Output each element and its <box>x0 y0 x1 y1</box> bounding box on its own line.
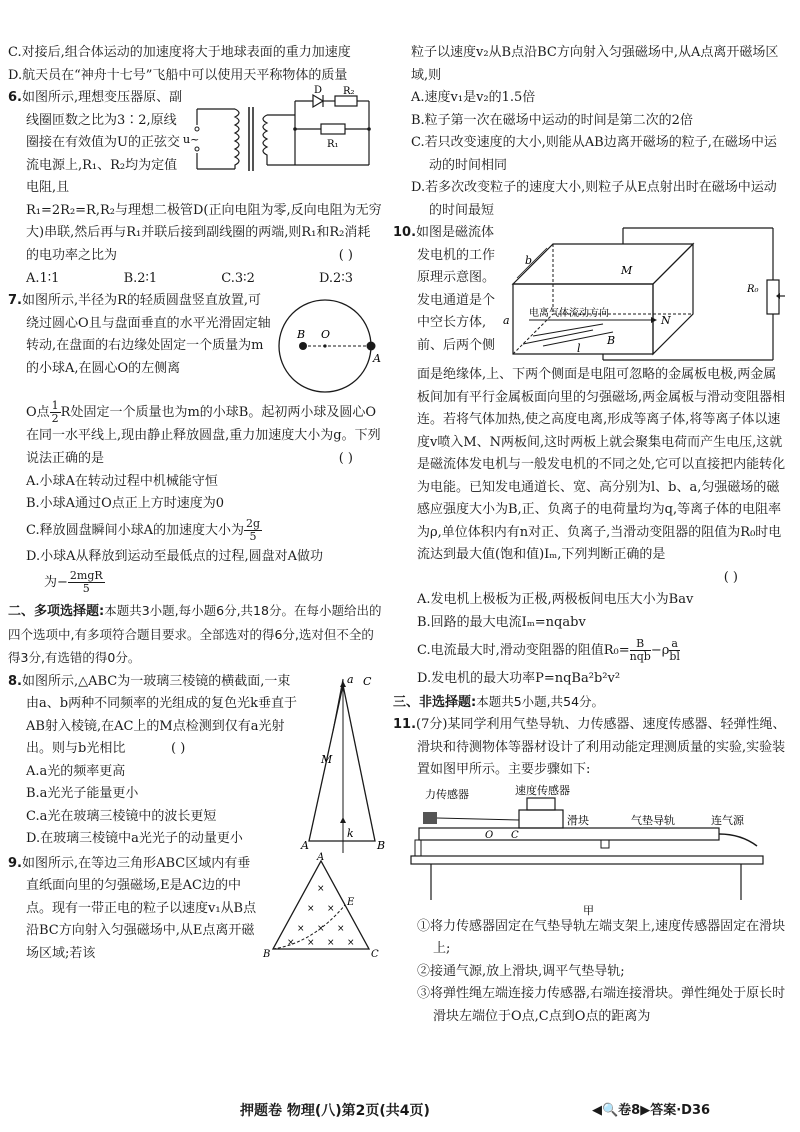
q9-option[interactable]: D.若多次改变粒子的速度大小,则粒子从E点射出时在磁场中运动的时间最短 <box>411 180 777 218</box>
air-track-figure <box>411 784 771 916</box>
q11-step-2: ②接通气源,放上滑块,调平气垫导轨; <box>417 963 625 979</box>
q6-text-2: R₁=2R₂=R,R₂与理想二极管D(正向电阻为零,反向电阻为无穷大)串联,然后再与R₁并联后接到副线圈的两端,则R₁和R₂消耗的电功率之比为 <box>26 202 382 263</box>
ball-a <box>367 342 376 351</box>
question-8 <box>8 671 386 852</box>
field-x: × <box>327 903 335 914</box>
r1-resistor <box>321 124 345 134</box>
label-n: N <box>661 314 671 327</box>
air-source-label: 连气源 <box>710 813 744 827</box>
q5-option-d: D.航天员在“神舟十七号”飞船中可以使用天平称物体的质量 <box>8 67 348 83</box>
q11-step-3: ③将弹性绳左端连接力传感器,右端连接滑块。弹性绳处于原长时滑块左端位于O点,C点到O点的距离为 <box>417 986 786 1024</box>
label-B: B <box>377 838 386 852</box>
question-9 <box>8 853 383 966</box>
q8-text: 如图所示,△ABC为一玻璃三棱镜的横截面,一束由a、b两种不同频率的光组成的复色光k垂直于AB射入棱镜,在AC上的M点检测到仅有a光射出。则与b光相比 <box>21 673 297 756</box>
q7-paren: ( ) <box>338 451 353 466</box>
field-x: × <box>297 923 305 934</box>
q8-number: 8. <box>8 673 22 689</box>
q6-text: 如图所示,理想变压器原、副线圈匝数之比为3∶2,原线圈接在有效值为U的正弦交流电源上,R₁、R₂均为定值电阻,且 <box>21 90 183 195</box>
q10-text-2: 面是绝缘体,上、下两个侧面是电阻可忽略的金属板电极,两金属板间加有平行金属板面向里的匀强磁场,两金属板与滑动变阻器相连。若将气体加热,使之高度电离,形成等离子体,将等离子体以速度v喷入M、N两板间,这时两板上就会聚集电荷而产生电压,这就是磁流体发电机与一般发电机的不同之处,它可以直接把内能转化为电能。已知发电通道长、宽、高分别为l、b、a,匀强磁场的磁感应强度大小为B,正、负离子的电荷量均为q,等离子体的电阻率为ρ,单位体积内有n对正、负离子,当滑动变阻器的阻值为R₀时电流达到最大值(饱和值)Iₘ,下列判断正确的是 <box>417 367 786 562</box>
question-7 <box>8 290 383 598</box>
label-c: C <box>363 674 372 688</box>
q9-option[interactable]: C.若只改变速度的大小,则能从AB边离开磁场的粒子,在磁场中运动的时间相同 <box>411 135 777 173</box>
fraction-half: $\frac{1}{2}$ <box>51 399 59 425</box>
q8-option[interactable]: C.a光在玻璃三棱镜中的波长更短 <box>26 808 217 824</box>
q9-text-cont: 粒子以速度v₂从B点沿BC方向射入匀强磁场中,从A点离开磁场区域,则 <box>411 45 779 83</box>
question-10 <box>393 222 788 691</box>
prism-figure <box>301 671 386 853</box>
slider-block <box>519 810 563 828</box>
field-x: × <box>317 923 325 934</box>
force-sensor-label: 力传感器 <box>424 787 469 801</box>
figure-caption: 甲 <box>582 903 594 917</box>
q5-option-c: C.对接后,组合体运动的加速度将大于地球表面的重力加速度 <box>8 45 351 60</box>
footer-answer-tag: ◀🔍卷8▶答案·D36 <box>592 1103 711 1118</box>
u-label: u~ <box>183 133 200 146</box>
speed-sensor <box>527 798 555 810</box>
q6-option[interactable]: A.1∶1 <box>26 270 60 286</box>
q6-options <box>8 268 383 291</box>
q7-text-2b: R处固定一个质量也为m的小球B。起初两小球及圆心O在同一水平线上,现由静止释放圆盘,重力加速度大小为g。下列说法正确的是 <box>26 405 381 466</box>
air-track <box>419 828 719 840</box>
label-o: O <box>484 829 493 841</box>
q6-option[interactable]: B.2∶1 <box>123 270 158 286</box>
label-a: A <box>373 352 381 365</box>
right-column <box>393 42 788 1028</box>
field-x: × <box>307 937 315 948</box>
diode-symbol <box>313 95 323 107</box>
footer-page-info: 押题卷 物理(八)第2页(共4页) <box>240 1103 430 1119</box>
q7-option-c[interactable]: C.释放圆盘瞬间小球A的加速度大小为 $\frac{2g}{5}$ <box>26 516 261 543</box>
center-o <box>323 344 326 347</box>
q6-option[interactable]: D.2∶3 <box>318 270 353 286</box>
q10-paren: ( ) <box>723 569 738 585</box>
field-x: × <box>347 937 355 948</box>
question-11 <box>393 714 788 1028</box>
q7-text: 如图所示,半径为R的轻质圆盘竖直放置,可绕过圆心O且与盘面垂直的水平光滑固定轴转动,在盘面的右边缘处固定一个质量为m的小球A,在圆心O的左侧离 <box>21 293 271 376</box>
q6-option[interactable]: C.3∶2 <box>221 270 255 286</box>
triangle-field-figure <box>263 853 383 961</box>
q11-text: (7分)某同学利用气垫导轨、力传感器、速度传感器、轻弹性绳、滑块和待测物体等器材设计了利用动能定理测质量的实验,实验装置如图甲所示。主要步骤如下: <box>416 717 786 777</box>
q7-option-a[interactable]: A.小球A在转动过程中机械能守恒 <box>26 473 218 489</box>
q10-option-a[interactable]: A.发电机上极板为正极,两极板间电压大小为Bav <box>417 592 694 607</box>
q8-option[interactable]: D.在玻璃三棱镜中a光光子的动量更小 <box>26 831 243 846</box>
label-k: k <box>347 826 354 840</box>
disc-figure <box>273 290 383 400</box>
rheostat <box>767 280 779 314</box>
question-6 <box>8 87 383 290</box>
label-E: E <box>347 896 355 908</box>
label-B: B <box>607 334 616 347</box>
page-footer <box>0 1098 800 1124</box>
speed-sensor-label: 速度传感器 <box>514 783 570 797</box>
left-column <box>8 42 386 965</box>
prism-triangle <box>309 685 375 841</box>
q7-option-d-cont: 为− $\frac{\text{2mgR}}{5}$ <box>44 569 103 595</box>
q7-option-b[interactable]: B.小球A通过O点正上方时速度为0 <box>26 496 225 511</box>
label-l: l <box>577 342 581 355</box>
field-x: × <box>317 883 325 894</box>
r2-label: R₂ <box>343 86 355 97</box>
q11-step-1: ①将力传感器固定在气垫导轨左端支架上,速度传感器固定在滑块上; <box>417 918 786 956</box>
ball-b <box>299 342 307 350</box>
label-m: M <box>321 752 333 766</box>
q8-option[interactable]: A.a光的频率更高 <box>26 763 126 779</box>
q7-option-d[interactable]: D.小球A从释放到运动至最低点的过程,圆盘对A做功 <box>26 548 324 564</box>
label-a: a <box>503 314 510 327</box>
q7-number: 7. <box>8 293 22 308</box>
q6-paren: ( ) <box>338 248 353 263</box>
field-x: × <box>337 923 345 934</box>
label-A: A <box>301 838 309 852</box>
flow-label: 电离气体流动方向 <box>529 308 609 319</box>
q10-option-d[interactable]: D.发电机的最大功率P=nqBa²b²v² <box>417 671 621 686</box>
label-a-ray: a <box>347 672 354 686</box>
field-x: × <box>327 937 335 948</box>
q7-text-2a: O点 <box>26 405 50 420</box>
section-2-header: 二、多项选择题:本题共3小题,每小题6分,共18分。在每小题给出的四个选项中,有多项符合题目要求。全部选对的得6分,选对但不全的得3分,有选错的得0分。 <box>8 603 382 665</box>
q10-number: 10. <box>393 225 417 240</box>
label-o: O <box>321 328 331 341</box>
q10-option-b[interactable]: B.回路的最大电流Iₘ=nqabv <box>417 614 586 630</box>
q9-option[interactable]: A.速度v₁是v₂的1.5倍 <box>411 90 536 105</box>
air-rail-label: 气垫导轨 <box>630 813 675 827</box>
q8-option[interactable]: B.a光光子能量更小 <box>26 786 139 801</box>
q8-paren: ( ) <box>171 741 186 756</box>
q9-text: 如图所示,在等边三角形ABC区域内有垂直纸面向里的匀强磁场,E是AC边的中点。现有一带正电的粒子以速度v₁从B点沿BC方向射入匀强磁场中,从E点离开磁场区域;若该 <box>21 855 257 961</box>
label-b: b <box>525 254 533 267</box>
field-x: × <box>307 903 315 914</box>
table-top <box>411 856 763 864</box>
diode-label: D <box>314 85 323 96</box>
q10-option-c[interactable]: C.电流最大时,滑动变阻器的阻值R₀= $\frac{B}{\text{nqb}}$ −ρ $\frac{a}{bl}$ <box>417 637 680 663</box>
label-m: M <box>621 264 633 277</box>
r1-label: R₁ <box>327 139 339 150</box>
slider-label: 滑块 <box>566 813 589 827</box>
label-b: B <box>297 328 306 341</box>
label-c: C <box>510 829 519 841</box>
q10-text: 如图是磁流体发电机的工作原理示意图。发电通道是个中空长方体,前、后两个侧 <box>416 225 496 353</box>
section-3-header: 三、非选择题:本题共5小题,共54分。 <box>393 693 605 710</box>
q11-number: 11. <box>393 717 417 732</box>
label-B: B <box>263 948 271 960</box>
q9-number: 9. <box>8 855 22 871</box>
r2-resistor <box>335 96 357 106</box>
label-C: C <box>371 948 379 960</box>
q9-option[interactable]: B.粒子第一次在磁场中运动的时间是第二次的2倍 <box>411 112 693 128</box>
r0-label: R₀ <box>747 284 759 295</box>
mhd-generator-figure <box>503 224 788 364</box>
transformer-figure <box>183 85 383 185</box>
label-A: A <box>317 851 325 863</box>
force-sensor <box>423 812 437 824</box>
q6-number: 6. <box>8 90 22 105</box>
field-x: × <box>287 937 295 948</box>
